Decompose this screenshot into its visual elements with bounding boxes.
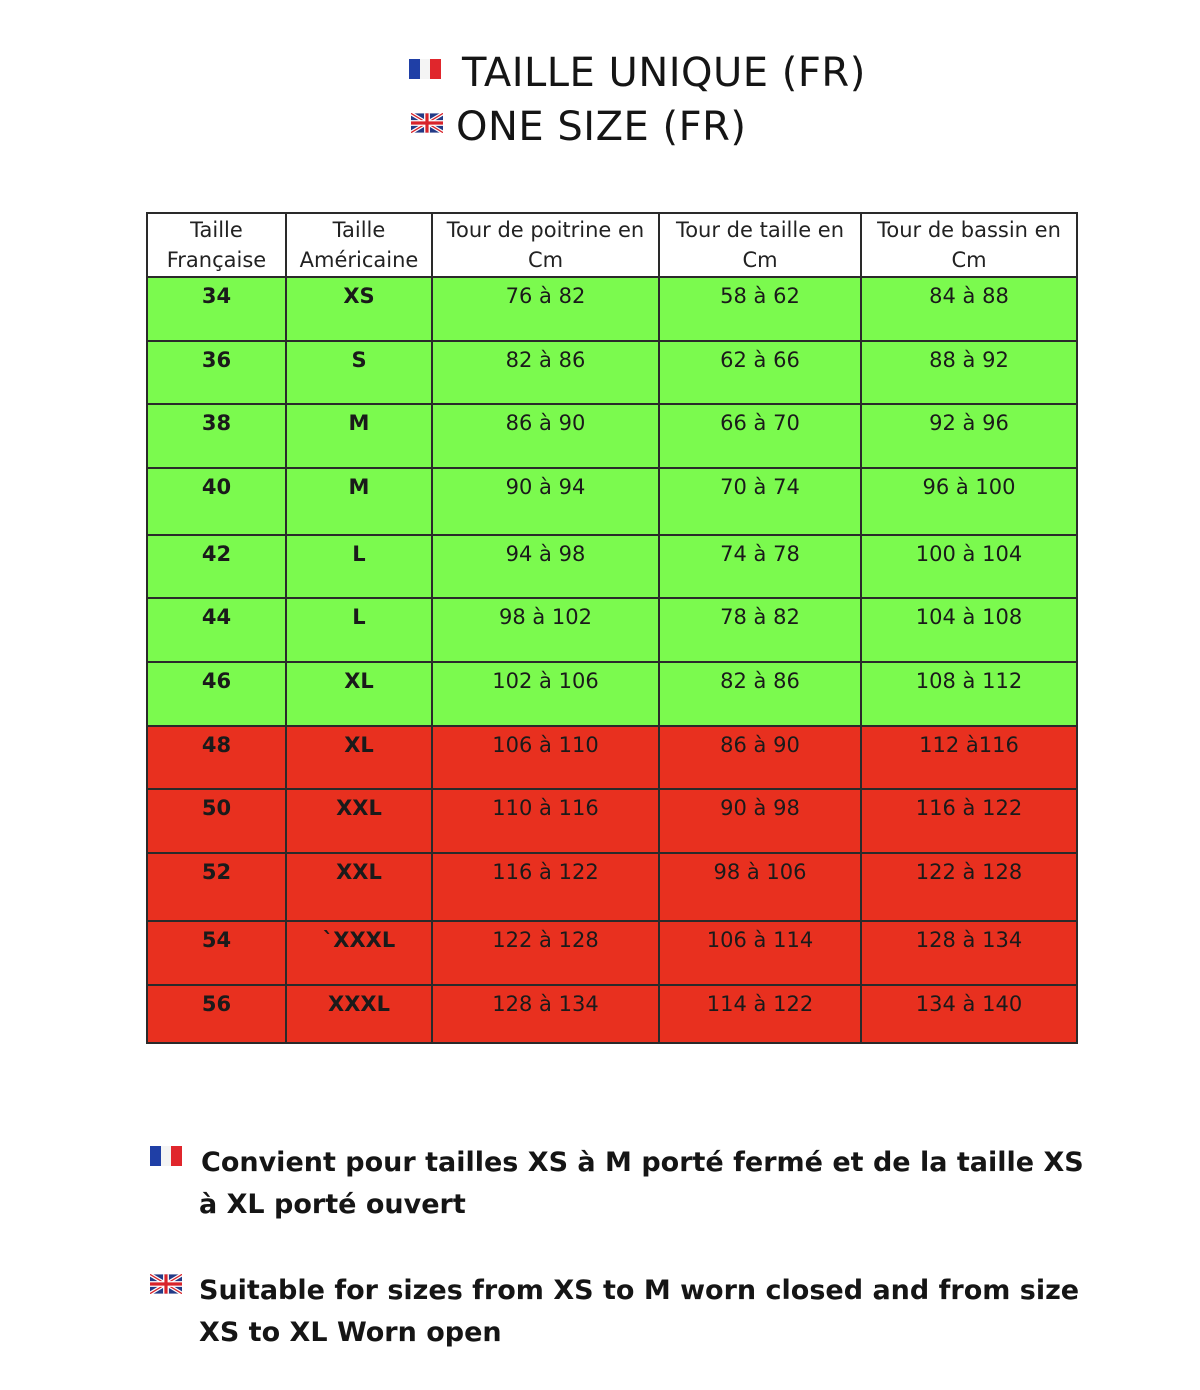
cell-taille-americaine: XS xyxy=(286,277,432,341)
cell-tour-de-taille: 66 à 70 xyxy=(659,404,861,468)
cell-tour-de-bassin: 122 à 128 xyxy=(861,853,1077,921)
cell-tour-de-taille: 82 à 86 xyxy=(659,662,861,726)
table-row xyxy=(147,985,1077,1043)
header-taille-americaine: Taille Américaine xyxy=(286,213,432,277)
cell-tour-de-poitrine: 82 à 86 xyxy=(432,341,659,404)
cell-taille-francaise: 40 xyxy=(147,468,286,535)
cell-tour-de-bassin: 128 à 134 xyxy=(861,921,1077,985)
cell-taille-francaise: 44 xyxy=(147,598,286,662)
table-row xyxy=(147,662,1077,726)
cell-tour-de-poitrine: 116 à 122 xyxy=(432,853,659,921)
cell-tour-de-poitrine: 76 à 82 xyxy=(432,277,659,341)
cell-taille-francaise: 36 xyxy=(147,341,286,404)
cell-tour-de-poitrine: 94 à 98 xyxy=(432,535,659,598)
cell-tour-de-taille: 74 à 78 xyxy=(659,535,861,598)
note-en: Suitable for sizes from XS to M worn closed and from size XS to XL Worn open xyxy=(199,1275,1080,1348)
cell-taille-francaise: 50 xyxy=(147,789,286,853)
page-title-en: ONE SIZE (FR) xyxy=(456,104,747,150)
cell-tour-de-bassin: 116 à 122 xyxy=(861,789,1077,853)
cell-tour-de-bassin: 134 à 140 xyxy=(861,985,1077,1043)
cell-tour-de-taille: 58 à 62 xyxy=(659,277,861,341)
cell-tour-de-bassin: 112 à116 xyxy=(861,726,1077,789)
cell-taille-americaine: S xyxy=(286,341,432,404)
cell-tour-de-taille: 62 à 66 xyxy=(659,341,861,404)
cell-tour-de-bassin: 108 à 112 xyxy=(861,662,1077,726)
uk-flag-icon xyxy=(411,113,443,133)
cell-taille-americaine: L xyxy=(286,598,432,662)
cell-tour-de-bassin: 88 à 92 xyxy=(861,341,1077,404)
french-flag-icon xyxy=(150,1146,182,1166)
table-row xyxy=(147,535,1077,598)
cell-taille-americaine: XL xyxy=(286,726,432,789)
cell-taille-americaine: M xyxy=(286,404,432,468)
cell-tour-de-bassin: 100 à 104 xyxy=(861,535,1077,598)
header-tour-de-bassin: Tour de bassin en Cm xyxy=(861,213,1077,277)
cell-tour-de-bassin: 104 à 108 xyxy=(861,598,1077,662)
cell-tour-de-taille: 70 à 74 xyxy=(659,468,861,535)
cell-tour-de-poitrine: 106 à 110 xyxy=(432,726,659,789)
cell-tour-de-bassin: 84 à 88 xyxy=(861,277,1077,341)
cell-taille-francaise: 42 xyxy=(147,535,286,598)
cell-tour-de-bassin: 92 à 96 xyxy=(861,404,1077,468)
table-row xyxy=(147,853,1077,921)
cell-tour-de-poitrine: 98 à 102 xyxy=(432,598,659,662)
cell-tour-de-taille: 86 à 90 xyxy=(659,726,861,789)
table-row xyxy=(147,404,1077,468)
cell-tour-de-taille: 78 à 82 xyxy=(659,598,861,662)
table-row xyxy=(147,468,1077,535)
cell-taille-francaise: 56 xyxy=(147,985,286,1043)
size-chart-table xyxy=(146,212,1078,1044)
cell-tour-de-taille: 114 à 122 xyxy=(659,985,861,1043)
cell-taille-americaine: M xyxy=(286,468,432,535)
header-tour-de-poitrine: Tour de poitrine en Cm xyxy=(432,213,659,277)
cell-taille-francaise: 54 xyxy=(147,921,286,985)
uk-flag-icon xyxy=(150,1274,182,1294)
page-title-fr: TAILLE UNIQUE (FR) xyxy=(462,50,866,96)
header-taille-francaise: Taille Française xyxy=(147,213,286,277)
table-row xyxy=(147,921,1077,985)
cell-tour-de-poitrine: 86 à 90 xyxy=(432,404,659,468)
table-row xyxy=(147,789,1077,853)
cell-tour-de-poitrine: 128 à 134 xyxy=(432,985,659,1043)
cell-tour-de-poitrine: 122 à 128 xyxy=(432,921,659,985)
table-header-row xyxy=(147,213,1077,277)
table-row xyxy=(147,598,1077,662)
cell-taille-francaise: 38 xyxy=(147,404,286,468)
table-row xyxy=(147,726,1077,789)
cell-tour-de-bassin: 96 à 100 xyxy=(861,468,1077,535)
cell-taille-americaine: XL xyxy=(286,662,432,726)
cell-tour-de-poitrine: 102 à 106 xyxy=(432,662,659,726)
note-fr: Convient pour tailles XS à M porté fermé et de la taille XS à XL porté ouvert xyxy=(199,1147,1084,1220)
header-tour-de-taille: Tour de taille en Cm xyxy=(659,213,861,277)
cell-taille-americaine: XXXL xyxy=(286,985,432,1043)
cell-taille-francaise: 46 xyxy=(147,662,286,726)
cell-taille-americaine: XXL xyxy=(286,853,432,921)
cell-tour-de-taille: 106 à 114 xyxy=(659,921,861,985)
cell-taille-francaise: 48 xyxy=(147,726,286,789)
cell-taille-americaine: XXL xyxy=(286,789,432,853)
table-row xyxy=(147,277,1077,341)
cell-tour-de-poitrine: 110 à 116 xyxy=(432,789,659,853)
cell-tour-de-taille: 90 à 98 xyxy=(659,789,861,853)
cell-taille-americaine: L xyxy=(286,535,432,598)
cell-tour-de-poitrine: 90 à 94 xyxy=(432,468,659,535)
table-row xyxy=(147,341,1077,404)
cell-taille-americaine: `XXXL xyxy=(286,921,432,985)
cell-tour-de-taille: 98 à 106 xyxy=(659,853,861,921)
cell-taille-francaise: 52 xyxy=(147,853,286,921)
french-flag-icon xyxy=(409,59,441,79)
cell-taille-francaise: 34 xyxy=(147,277,286,341)
